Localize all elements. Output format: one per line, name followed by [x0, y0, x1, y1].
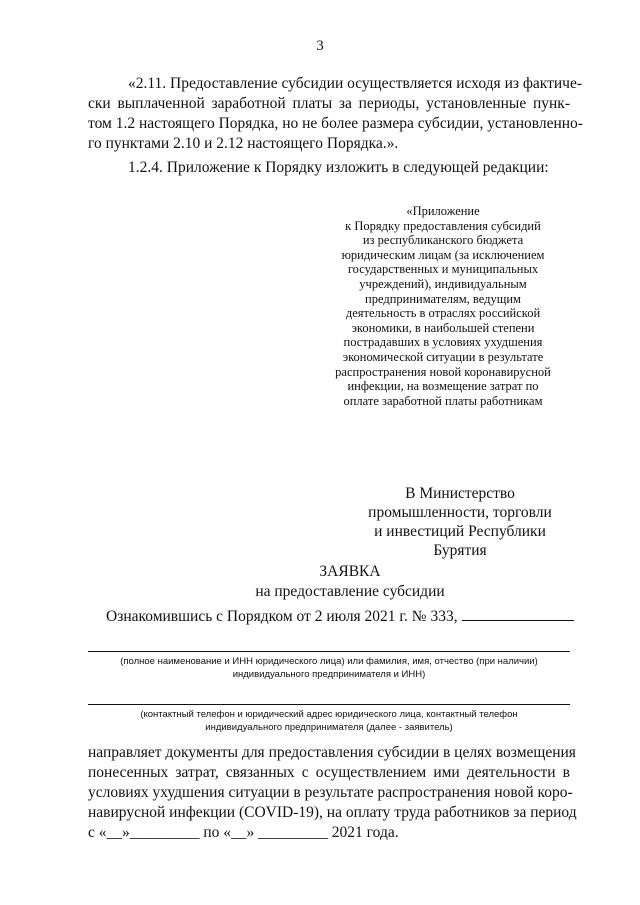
paragraph-2-11	[88, 74, 583, 154]
applicant-name-line	[88, 651, 570, 652]
paragraph-line: условиях ухудшения ситуации в результате распространения новой коро-	[88, 784, 573, 801]
addressee-line: Бурятия	[433, 542, 487, 559]
addressee-line: и инвестиций Республики	[374, 523, 546, 540]
caption-line: (полное наименование и ИНН юридического лица) или фамилия, имя, отчество (при наличии)	[120, 656, 538, 667]
paragraph-1-2-4: 1.2.4. Приложение к Порядку изложить в следующей редакции:	[128, 159, 549, 176]
appendix-line: экономической ситуации в результате	[342, 349, 544, 364]
caption-line: индивидуального предпринимателя (далее - заявитель)	[205, 722, 453, 733]
applicant-contact-line	[88, 704, 570, 705]
appendix-line: экономики, в наибольшей степени	[351, 320, 535, 335]
paragraph-line: направляет документы для предоставления субсидии в целях возмещения	[88, 744, 576, 761]
appendix-line: «Приложение	[406, 204, 480, 218]
applicant-name-caption	[88, 655, 570, 681]
appendix-line: деятельность в отраслях российской	[345, 306, 541, 321]
application-heading: ЗАЯВКА	[319, 563, 381, 580]
application-title	[0, 562, 640, 602]
addressee-line: промышленности, торговли	[368, 504, 552, 521]
appendix-line: учреждений), индивидуальным	[359, 276, 527, 291]
appendix-line: юридическим лицам (за исключением	[341, 247, 545, 262]
familiar-text: Ознакомившись с Порядком от 2 июля 2021 г. № 333,	[106, 608, 458, 625]
appendix-line: государственных и муниципальных	[347, 262, 539, 277]
appendix-line: пострадавших в условиях ухудшения	[343, 335, 543, 350]
paragraph-line: ски выплаченной заработной платы за периоды, установленные пунк-	[88, 95, 570, 112]
appendix-line: инфекции, на возмещение затрат по	[347, 379, 539, 394]
paragraph-line: навирусной инфекции (COVID-19), на оплату труда работников за период	[88, 804, 577, 821]
appendix-line: распространения новой коронавирусной	[335, 364, 551, 379]
fill-in-blank	[462, 608, 574, 621]
paragraph-line: понесенных затрат, связанных с осуществлением ими деятельности в	[88, 764, 570, 781]
familiar-line	[106, 608, 574, 626]
addressee-line: В Министерство	[405, 485, 515, 502]
appendix-header	[330, 204, 556, 408]
paragraph-line: «2.11. Предоставление субсидии осуществляется исходя из фактиче-	[128, 75, 583, 92]
appendix-line: предпринимателям, ведущим	[365, 291, 521, 306]
appendix-line: из республиканского бюджета	[362, 233, 524, 248]
appendix-line: оплате заработной платы работникам	[343, 393, 543, 408]
caption-line: индивидуального предпринимателя и ИНН)	[232, 669, 426, 680]
page-number: 3	[316, 38, 324, 54]
paragraph-request	[88, 743, 577, 843]
paragraph-line: го пунктами 2.10 и 2.12 настоящего Порядка.».	[88, 135, 399, 152]
caption-line: (контактный телефон и юридический адрес юридического лица, контактный телефон	[140, 709, 518, 720]
addressee-block	[360, 484, 560, 560]
appendix-line: к Порядку предоставления субсидий	[345, 218, 541, 233]
applicant-contact-caption	[88, 708, 570, 734]
application-subheading: на предоставление субсидии	[255, 583, 445, 600]
paragraph-line: с «__»_________ по «__» _________ 2021 года.	[88, 824, 399, 841]
paragraph-line: том 1.2 настоящего Порядка, но не более размера субсидии, установленно-	[88, 115, 583, 132]
